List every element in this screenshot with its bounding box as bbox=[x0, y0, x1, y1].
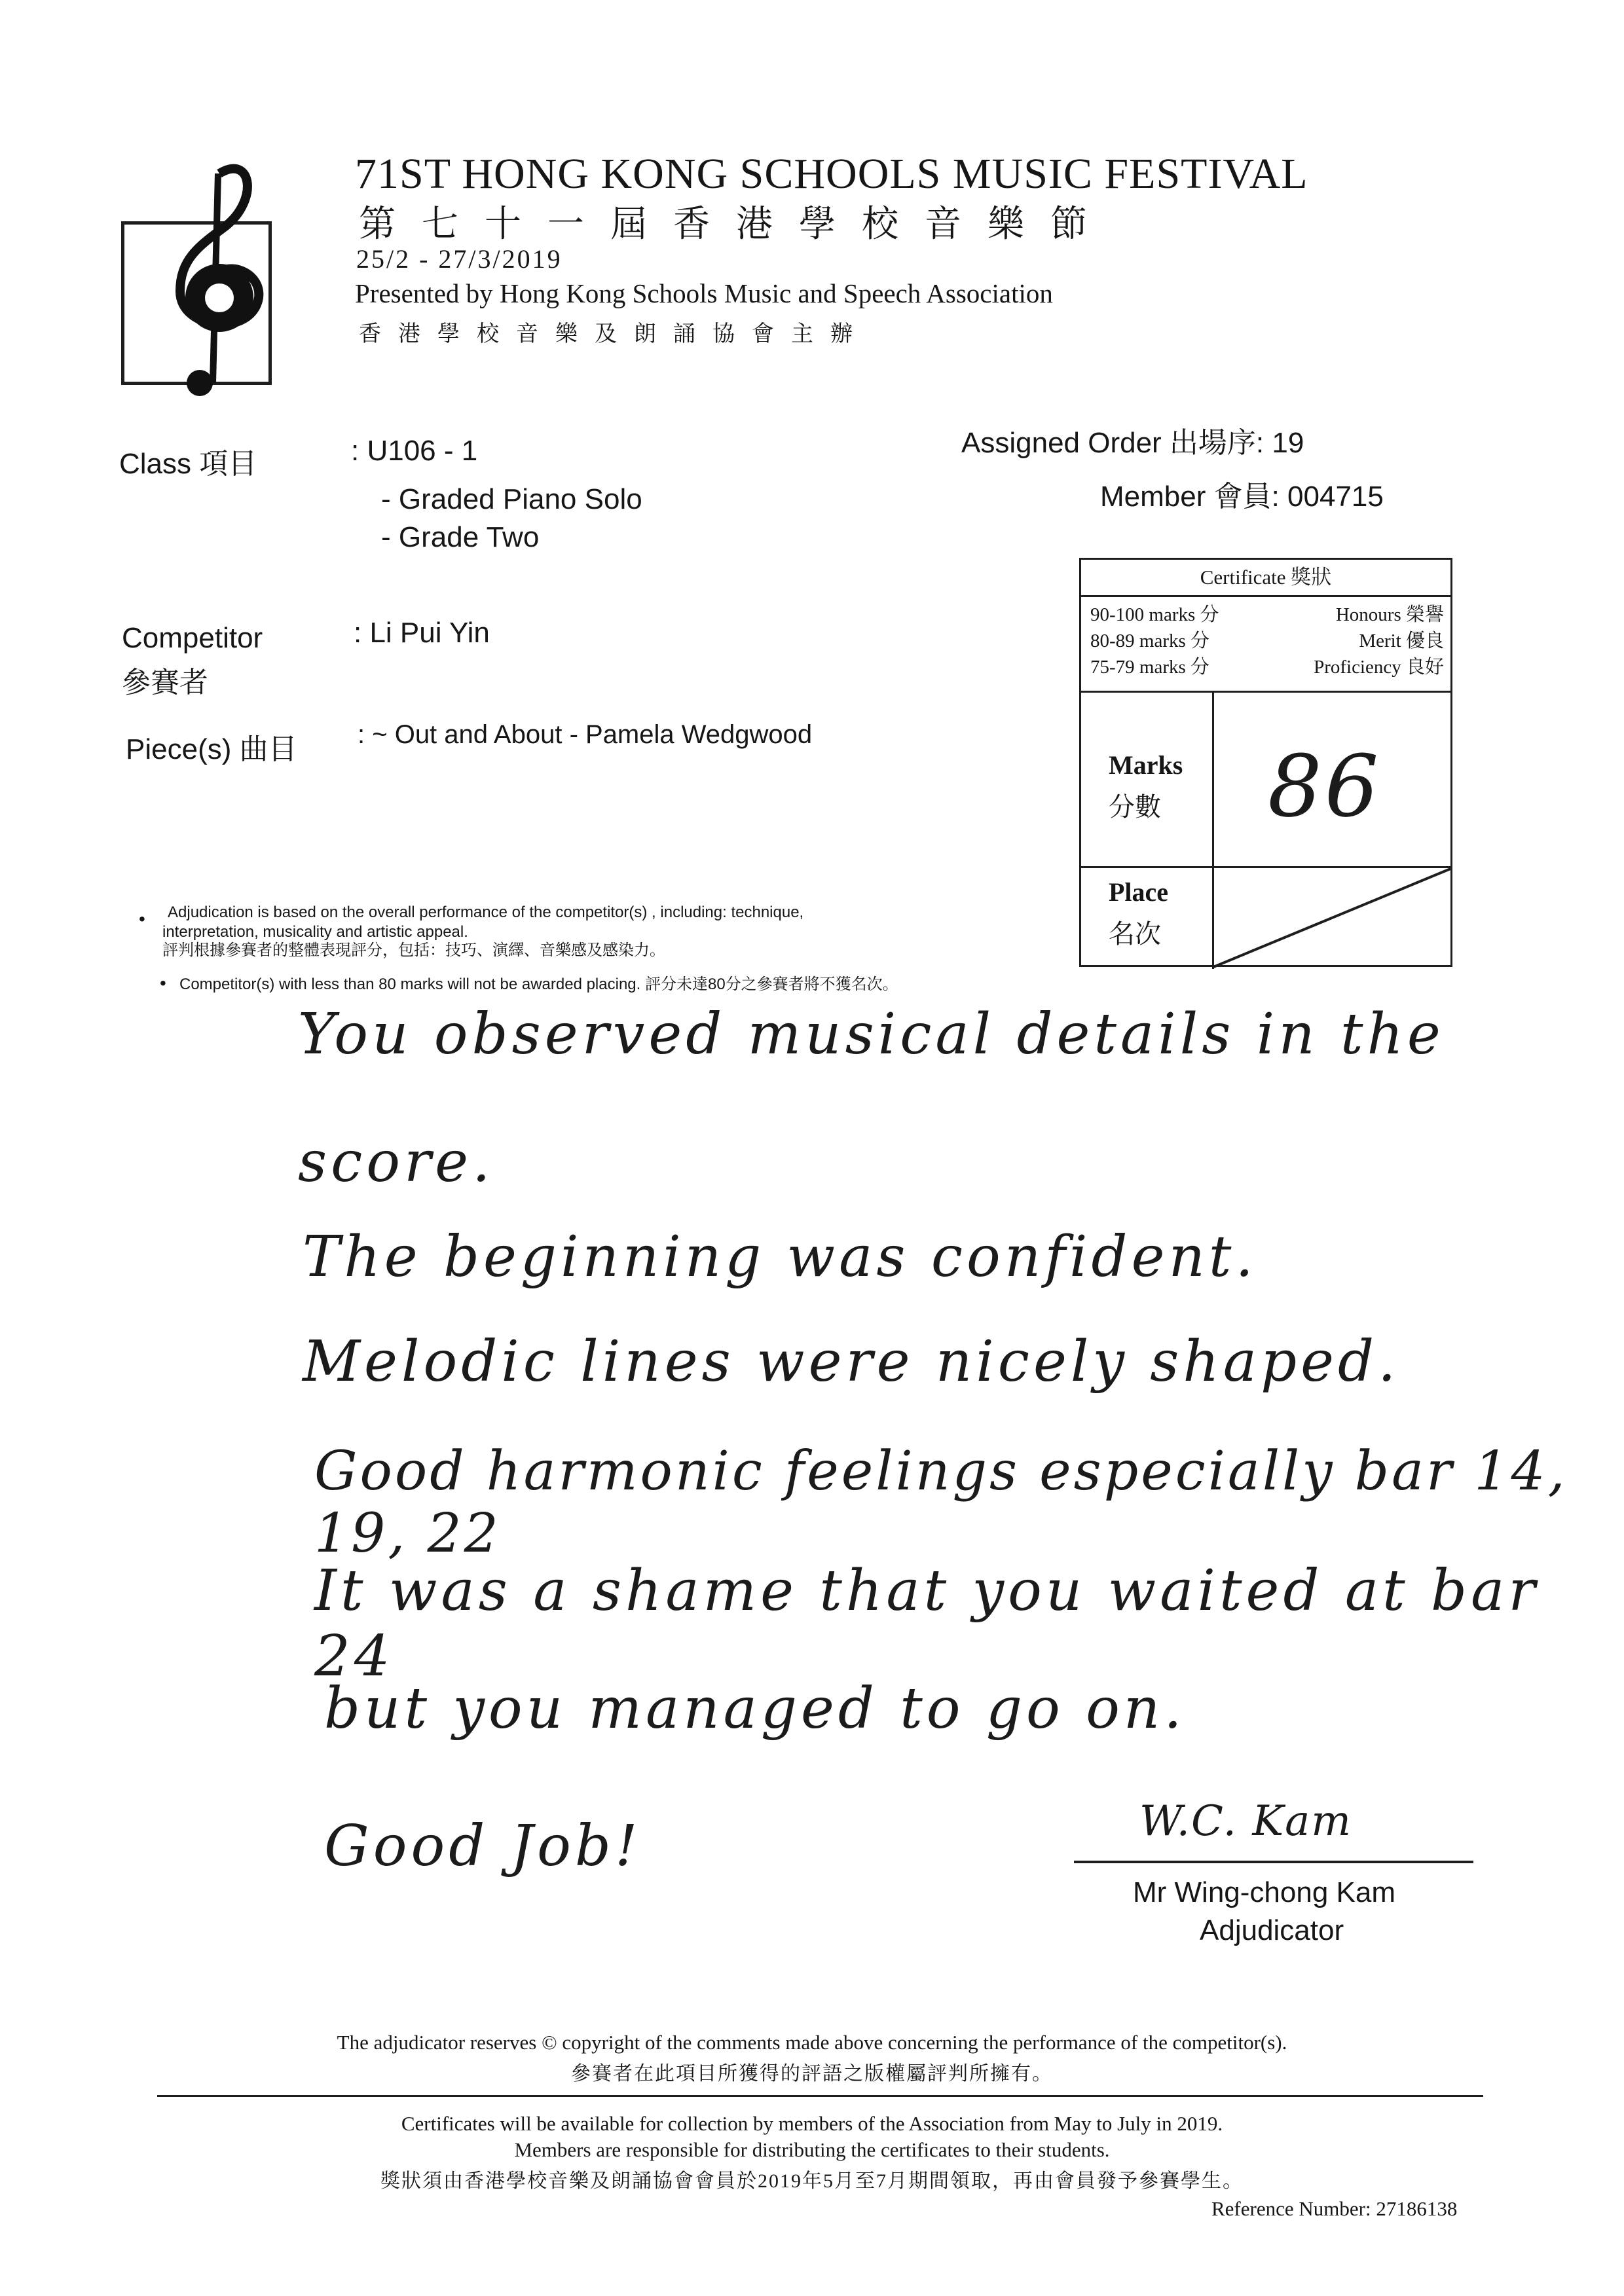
comment-line-8: Good Job! bbox=[324, 1813, 642, 1879]
class-label: Class 項目 bbox=[119, 448, 257, 480]
comment-line-5: Good harmonic feelings especially bar 14, 19, 22 bbox=[314, 1440, 1568, 1565]
class-subtitle-1: - Graded Piano Solo bbox=[381, 483, 642, 515]
note-placing: Competitor(s) with less than 80 marks will not be awarded placing. 評分未達80分之參賽者將不獲名次。 bbox=[179, 975, 898, 993]
assigned-order: Assigned Order 出場序: 19 bbox=[961, 427, 1304, 459]
certificate-notice-cn: 獎狀須由香港學校音樂及朗誦協會會員於2019年5月至7月期間領取，再由會員發予參賽學生。 bbox=[380, 2170, 1244, 2192]
copyright-notice-cn: 參賽者在此項目所獲得的評語之版權屬評判所擁有。 bbox=[571, 2063, 1053, 2085]
certificate-table bbox=[1079, 558, 1452, 967]
festival-dates: 25/2 - 27/3/2019 bbox=[356, 244, 563, 274]
place-strikethrough bbox=[1213, 867, 1454, 969]
cert-divider bbox=[1081, 691, 1450, 693]
comment-line-2: score. bbox=[298, 1129, 494, 1195]
comment-line-7: but you managed to go on. bbox=[324, 1676, 1186, 1741]
festival-title: 71ST HONG KONG SCHOOLS MUSIC FESTIVAL bbox=[355, 150, 1308, 198]
competitor-label: Competitor bbox=[122, 622, 263, 654]
reference-number: Reference Number: 27186138 bbox=[1211, 2197, 1458, 2220]
comment-line-1: You observed musical details in the bbox=[298, 1002, 1445, 1067]
note-adjudication-line2: interpretation, musicality and artistic appeal. bbox=[162, 923, 468, 941]
place-label: Place bbox=[1109, 877, 1169, 907]
cert-award: Merit 優良 bbox=[1359, 630, 1444, 651]
adjudicator-name: Mr Wing-chong Kam bbox=[1133, 1876, 1396, 1908]
class-value: : U106 - 1 bbox=[351, 435, 478, 467]
comment-line-3: The beginning was confident. bbox=[303, 1224, 1257, 1290]
certificate-heading: Certificate 獎狀 bbox=[1081, 560, 1450, 597]
place-label-cn: 名次 bbox=[1109, 919, 1161, 949]
adjudicator-title: Adjudicator bbox=[1200, 1914, 1344, 1946]
bullet-icon: • bbox=[139, 909, 145, 929]
marks-label-cn: 分數 bbox=[1109, 792, 1161, 822]
cert-range: 90-100 marks 分 bbox=[1090, 604, 1219, 625]
member-number: Member 會員: 004715 bbox=[1100, 481, 1384, 513]
comment-line-6: It was a shame that you waited at bar 24 bbox=[314, 1558, 1540, 1689]
pieces-label: Piece(s) 曲目 bbox=[126, 733, 297, 765]
treble-clef-logo-icon bbox=[121, 147, 278, 409]
cert-award: Proficiency 良好 bbox=[1314, 657, 1444, 678]
marks-value: 86 bbox=[1268, 737, 1382, 836]
signature-line bbox=[1074, 1861, 1473, 1863]
certificate-distribution-notice: Members are responsible for distributing the certificates to their students. bbox=[514, 2138, 1110, 2161]
note-adjudication-cn: 評判根據參賽者的整體表現評分，包括：技巧、演繹、音樂感及感染力。 bbox=[162, 941, 665, 959]
note-adjudication-line1: Adjudication is based on the overall performance of the competitor(s) , including: technique, bbox=[168, 903, 804, 921]
cert-row-proficiency bbox=[1090, 654, 1444, 680]
comment-line-4: Melodic lines were nicely shaped. bbox=[303, 1329, 1400, 1394]
bullet-icon: • bbox=[160, 973, 166, 993]
competitor-name: : Li Pui Yin bbox=[354, 617, 490, 649]
presented-by-cn: 香港學校音樂及朗誦協會主辦 bbox=[359, 322, 870, 346]
footer-divider bbox=[157, 2095, 1483, 2097]
cert-range: 75-79 marks 分 bbox=[1090, 657, 1210, 678]
competitor-label-cn: 參賽者 bbox=[122, 666, 208, 699]
presented-by: Presented by Hong Kong Schools Music and Speech Association bbox=[355, 278, 1053, 308]
copyright-notice: The adjudicator reserves © copyright of the comments made above concerning the performance of the competitor(s). bbox=[337, 2031, 1287, 2054]
festival-title-cn: 第七十一屆香港學校音樂節 bbox=[359, 204, 1113, 245]
certificate-collection-notice: Certificates will be available for collection by members of the Association from May to July in 2019. bbox=[401, 2112, 1223, 2135]
class-subtitle-2: - Grade Two bbox=[381, 521, 540, 553]
cert-row-honours bbox=[1090, 602, 1444, 628]
cert-row-merit bbox=[1090, 628, 1444, 654]
adjudicator-signature: W.C. Kam bbox=[1139, 1797, 1352, 1846]
cert-award: Honours 榮譽 bbox=[1335, 604, 1444, 625]
cert-range: 80-89 marks 分 bbox=[1090, 630, 1210, 651]
pieces-value: : ~ Out and About - Pamela Wedgwood bbox=[358, 720, 813, 749]
marks-label: Marks bbox=[1109, 750, 1183, 780]
